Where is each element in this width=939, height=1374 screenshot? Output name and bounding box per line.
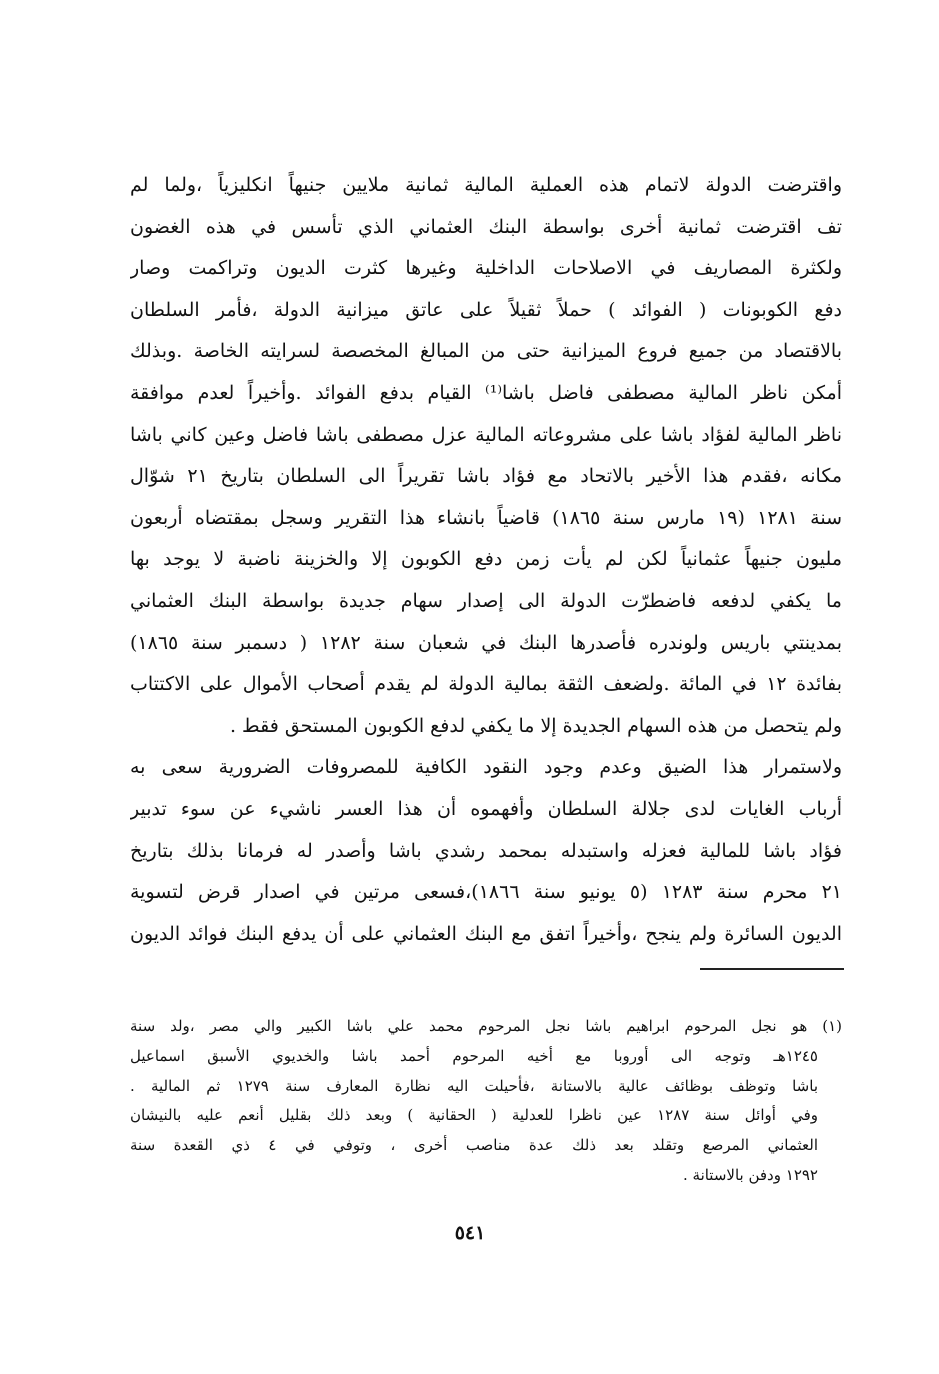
page-number: ٥٤١ <box>454 1222 486 1244</box>
body-line: مليون جنيهاً عثمانياً لكن لم يأت زمن دفع الكوبون إلا والخزينة ناضبة لا يوجد بها <box>130 548 842 571</box>
body-line: ولم يتحصل من هذه السهام الجديدة إلا ما يكفي لدفع الكوبون المستحق فقط . <box>229 714 842 737</box>
footnote-line: (١) هو نجل المرحوم ابراهيم باشا نجل المرحوم محمد علي باشا الكبير والي مصر ،ولد سنة <box>130 1017 842 1035</box>
body-line: الديون السائرة ولم ينجح ،وأخيراً اتفق مع البنك العثماني على أن يدفع البنك فوائد الديون <box>130 922 842 945</box>
body-line: ما يكفي لدفعه فاضطرّت الدولة الى إصدار سهام جديدة بواسطة البنك العثماني <box>130 589 842 612</box>
body-line: بالاقتصاد من جميع فروع الميزانية حتى من المبالغ المخصصة لسرايته الخاصة .وبذلك <box>130 340 842 363</box>
footnote-line: باشا وتوظف بوظائف عالية بالاستانة ،فأحيلت اليه نظارة المعارف سنة ١٢٧٩ ثم المالية . <box>130 1076 818 1095</box>
footnote-line: العثماني المرصع وتقلد بعد ذلك عدة مناصب أخرى ، وتوفي في ٤ ذي القعدة سنة <box>130 1136 819 1155</box>
body-line: ولاستمرار هذا الضيق وعدم وجود النقود الكافية للمصروفات الضرورية سعى به <box>130 756 842 779</box>
body-line: مكانه ،فقدم هذا الأخير بالاتحاد مع فؤاد باشا تقريراً الى السلطان بتاريخ ٢١ شوّال <box>130 465 842 488</box>
body-line: ولكثرة المصاريف في الاصلاحات الداخلية وغيرها كثرت الديون وتراكمت وصار <box>130 257 842 280</box>
body-line: أمكن ناظر المالية مصطفى فاضل باشا⁽¹⁾ القيام بدفع الفوائد .وأخيراً لعدم موافقة <box>130 381 842 404</box>
main-text-block <box>130 165 842 955</box>
body-line: سنة ١٢٨١ (١٩ مارس سنة ١٨٦٥) قاضياً بانشاء هذا التقرير وسجل بمقتضاه أربعون <box>130 506 842 529</box>
body-line: واقترضت الدولة لاتمام هذه العملية المالية ثمانية ملايين جنيهاً انكليزياً ،ولما لم <box>130 174 842 196</box>
footnote-line: ١٢٩٢ ودفن بالاستانة . <box>682 1165 818 1184</box>
body-line: أرباب الغايات لدى جلالة السلطان وأفهموه أن هذا العسر ناشيء عن سوء تدبير <box>130 797 842 820</box>
body-line: ناظر المالية لفؤاد باشا على مشروعاته المالية عزل مصطفى باشا فاضل وعين كاني باشا <box>130 423 842 446</box>
footnote-line: وفي أوائل سنة ١٢٨٧ عين ناظرا للعدلية ( الحقانية ) وبعد ذلك بقليل أنعم عليه بالنيشان <box>130 1106 818 1125</box>
body-line: فؤاد باشا للمالية فعزله واستبدله بمحمد رشدي باشا وأصدر له فرمانا بذلك بتاريخ <box>130 839 842 862</box>
footnote-divider <box>700 968 844 970</box>
body-line: بفائدة ١٢ في المائة .ولضعف الثقة بمالية الدولة لم يقدم أصحاب الأموال على الاكتتاب <box>130 673 842 696</box>
body-line: تف اقترضت ثمانية أخرى بواسطة البنك العثماني الذي تأسس في هذه الغضون <box>130 215 842 238</box>
footnote-line: ١٢٤٥هـ وتوجه الى أوروبا مع أخيه المرحوم أحمد باشا والخديوي الأسبق اسماعيل <box>130 1046 818 1065</box>
body-line: دفع الكوبونات ( الفوائد ) حملاً ثقيلاً على عاتق ميزانية الدولة ،فأمر السلطان <box>130 298 842 321</box>
body-line: ٢١ محرم سنة ١٢٨٣ (٥ يونيو سنة ١٨٦٦)،فسعى مرتين في اصدار قرض لتسوية <box>130 881 842 904</box>
body-line: بمدينتي باريس ولوندره فأصدرها البنك في شعبان سنة ١٢٨٢ ( دسمبر سنة ١٨٦٥) <box>130 631 842 654</box>
footnote-block <box>130 1012 842 1191</box>
